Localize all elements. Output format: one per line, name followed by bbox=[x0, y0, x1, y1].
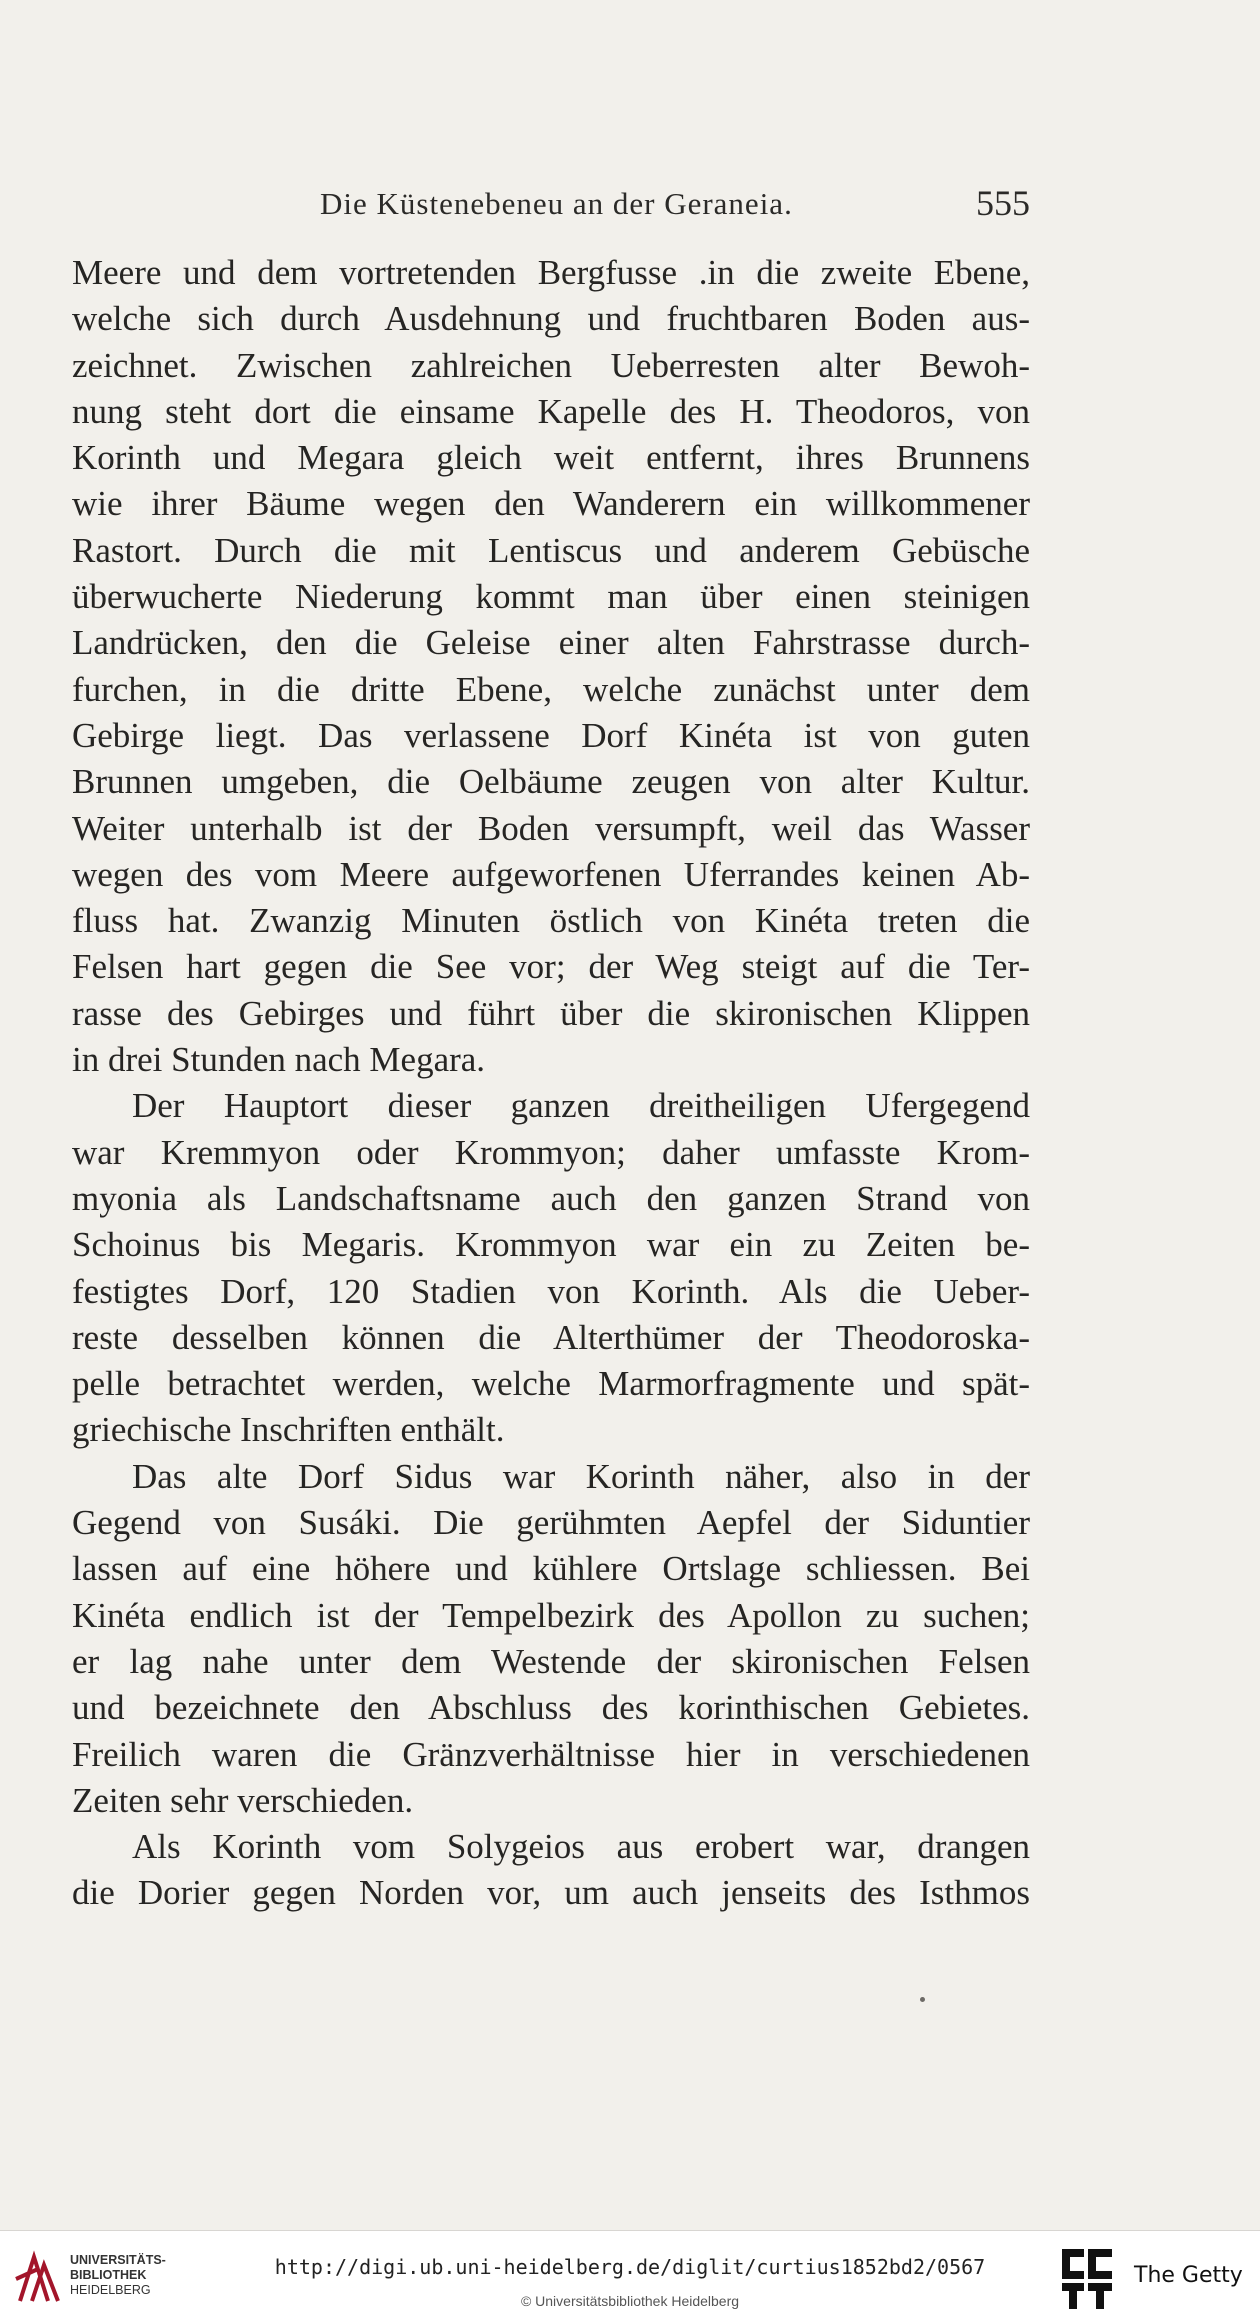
text-line: Zeiten sehr verschieden. bbox=[72, 1780, 414, 1820]
text-line: reste desselben können die Alterthümer der Theodoroska- bbox=[72, 1317, 1030, 1357]
paragraph bbox=[72, 1083, 1030, 1453]
text-line: er lag nahe unter dem Westende der skironischen Felsen bbox=[72, 1641, 1030, 1681]
running-head bbox=[72, 183, 1030, 232]
library-name-line: HEIDELBERG bbox=[70, 2283, 151, 2297]
text-line: griechische Inschriften enthält. bbox=[72, 1410, 505, 1450]
footer-bar bbox=[0, 2230, 1260, 2323]
text-line: fluss hat. Zwanzig Minuten östlich von Kinéta treten die bbox=[72, 901, 1030, 941]
text-line: nung steht dort die einsame Kapelle des H. Theodoros, von bbox=[72, 391, 1030, 431]
text-line: myonia als Landschaftsname auch den ganzen Strand von bbox=[72, 1178, 1030, 1218]
text-line: Brunnen umgeben, die Oelbäume zeugen von alter Kultur. bbox=[72, 762, 1030, 802]
text-line: welche sich durch Ausdehnung und fruchtbaren Boden aus- bbox=[72, 299, 1030, 339]
body-text bbox=[72, 250, 1030, 1917]
getty-label: The Getty bbox=[1134, 2263, 1243, 2288]
text-line: Weiter unterhalb ist der Boden versumpft, weil das Wasser bbox=[72, 808, 1030, 848]
text-line: und bezeichnete den Abschluss des korinthischen Gebietes. bbox=[72, 1688, 1030, 1728]
text-line: lassen auf eine höhere und kühlere Ortslage schliessen. Bei bbox=[72, 1549, 1030, 1589]
text-line: überwucherte Niederung kommt man über einen steinigen bbox=[72, 577, 1030, 617]
paragraph bbox=[72, 1454, 1030, 1824]
text-line: Das alte Dorf Sidus war Korinth näher, also in der bbox=[132, 1456, 1030, 1496]
getty-logo-icon bbox=[1060, 2247, 1116, 2311]
text-line: die Dorier gegen Norden vor, um auch jenseits des Isthmos bbox=[72, 1873, 1030, 1913]
text-line: war Kremmyon oder Krommyon; daher umfasste Krom- bbox=[72, 1132, 1030, 1172]
text-line: Landrücken, den die Geleise einer alten Fahrstrasse durch- bbox=[72, 623, 1030, 663]
text-line: wegen des vom Meere aufgeworfenen Uferrandes keinen Ab- bbox=[72, 854, 1030, 894]
text-line: pelle betrachtet werden, welche Marmorfragmente und spät- bbox=[72, 1364, 1030, 1404]
text-line: Felsen hart gegen die See vor; der Weg steigt auf die Ter- bbox=[72, 947, 1030, 987]
text-line: Gegend von Susáki. Die gerühmten Aepfel der Siduntier bbox=[72, 1503, 1030, 1543]
text-line: Der Hauptort dieser ganzen dreitheiligen Ufergegend bbox=[132, 1086, 1030, 1126]
text-line: furchen, in die dritte Ebene, welche zunächst unter dem bbox=[72, 669, 1030, 709]
paragraph bbox=[72, 250, 1030, 1083]
text-line: Als Korinth vom Solygeios aus erobert war, drangen bbox=[132, 1827, 1030, 1867]
copyright-notice: © Universitätsbibliothek Heidelberg bbox=[520, 2293, 740, 2309]
text-line: Gebirge liegt. Das verlassene Dorf Kinéta ist von guten bbox=[72, 715, 1030, 755]
text-line: Freilich waren die Gränzverhältnisse hier in verschiedenen bbox=[72, 1734, 1030, 1774]
text-line: in drei Stunden nach Megara. bbox=[72, 1040, 486, 1080]
ink-speck bbox=[920, 1997, 925, 2002]
text-line: Meere und dem vortretenden Bergfusse .in die zweite Ebene, bbox=[72, 253, 1030, 292]
text-line: Korinth und Megara gleich weit entfernt, ihres Brunnens bbox=[72, 438, 1030, 478]
text-line: rasse des Gebirges und führt über die skironischen Klippen bbox=[72, 993, 1030, 1033]
library-name-line: BIBLIOTHEK bbox=[70, 2268, 147, 2282]
text-line: zeichnet. Zwischen zahlreichen Ueberresten alter Bewoh- bbox=[72, 345, 1030, 385]
page-number: 555 bbox=[976, 183, 1030, 223]
running-title: Die Küstenebeneu an der Geraneia. bbox=[320, 186, 793, 221]
text-line: Rastort. Durch die mit Lentiscus und anderem Gebüsche bbox=[72, 530, 1030, 570]
permalink-url[interactable]: http://digi.ub.uni-heidelberg.de/diglit/curtius1852bd2/0567 bbox=[274, 2255, 986, 2279]
text-line: Schoinus bis Megaris. Krommyon war ein zu Zeiten be- bbox=[72, 1225, 1030, 1265]
text-line: festigtes Dorf, 120 Stadien von Korinth. Als die Ueber- bbox=[72, 1271, 1030, 1311]
text-line: Kinéta endlich ist der Tempelbezirk des Apollon zu suchen; bbox=[72, 1595, 1030, 1635]
text-line: wie ihrer Bäume wegen den Wanderern ein willkommener bbox=[72, 484, 1030, 524]
library-name-line: UNIVERSITÄTS- bbox=[70, 2253, 166, 2267]
paragraph bbox=[72, 1824, 1030, 1917]
